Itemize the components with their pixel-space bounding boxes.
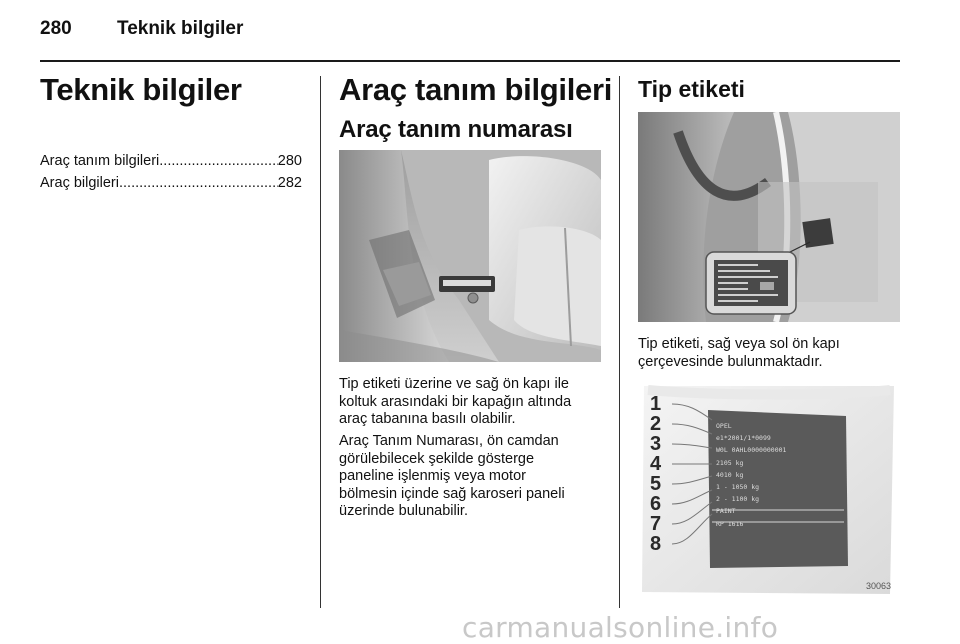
toc-entry-label: Araç tanım bilgileri [40,153,160,169]
text-line: görülebilecek şekilde gösterge [339,450,535,467]
callout-number: 7 [650,513,662,535]
toc-leader [119,172,278,194]
header-divider [40,60,900,62]
text-line: paneline işlenmiş veya motor [339,468,526,484]
text-line: üzerinde bulunabilir. [339,503,468,519]
text-line: Tip etiketi, sağ veya sol ön kapı [638,336,840,352]
vin-location-photo [339,150,601,362]
figure-number: 30063 [866,581,892,591]
chapter-title: Teknik bilgiler [40,72,242,107]
toc-entry-page: 282 [277,175,302,191]
callout-number: 3 [650,433,662,455]
plate-line: 1 - 1050 kg [716,483,760,492]
type-label-diagram [638,380,900,600]
toc-entry[interactable] [40,172,302,194]
plate-line: 2105 kg [716,458,744,467]
callout-number: 8 [650,533,662,555]
text-line: Araç Tanım Numarası, ön camdan [339,433,559,449]
callout-number: 1 [650,393,662,415]
toc-leader [159,150,278,172]
text-line: araç tabanına basılı olabilir. [339,411,516,427]
label-callout-numbers [650,394,661,554]
column-divider-right [619,76,620,608]
callout-number: 4 [650,453,662,475]
table-of-contents [40,150,302,194]
subsection-title: Araç tanım numarası [339,116,573,143]
plate-line: RP 1616 [716,519,744,528]
plate-line: PAINT [716,507,736,516]
toc-entry-label: Araç bilgileri [40,175,119,191]
toc-entry-page: 280 [277,153,302,169]
text-line: koltuk arasındaki bir kapağın altında [339,393,572,410]
plate-line: 2 - 1100 kg [716,495,760,504]
running-header-title: Teknik bilgiler [117,18,244,39]
plate-line: OPEL [716,422,732,430]
callout-number: 2 [650,413,662,435]
section-title: Araç tanım bilgileri [339,72,613,107]
callout-number: 6 [650,493,662,515]
toc-entry[interactable] [40,150,302,172]
door-frame-photo [638,112,900,322]
section-title-type-label: Tip etiketi [638,76,745,102]
paragraph-vin-floor [339,376,603,429]
text-line: bölmesin içinde sağ karoseri paneli [339,485,565,502]
text-line: çerçevesinde bulunmaktadır. [638,353,823,370]
callout-number: 5 [650,473,662,495]
watermark: carmanualsonline.info [462,611,779,644]
plate-line: W0L 0AHL0000000001 [716,446,787,455]
paragraph-vin-dashboard [339,433,603,521]
text-line: Tip etiketi üzerine ve sağ ön kapı ile [339,376,569,392]
caption-type-label-location [638,336,900,371]
type-label-plate-text [716,420,786,530]
page-number: 280 [40,18,72,39]
column-divider-left [320,76,321,608]
plate-line: e1*2001/1*0099 [716,434,771,443]
plate-line: 4010 kg [716,470,744,479]
